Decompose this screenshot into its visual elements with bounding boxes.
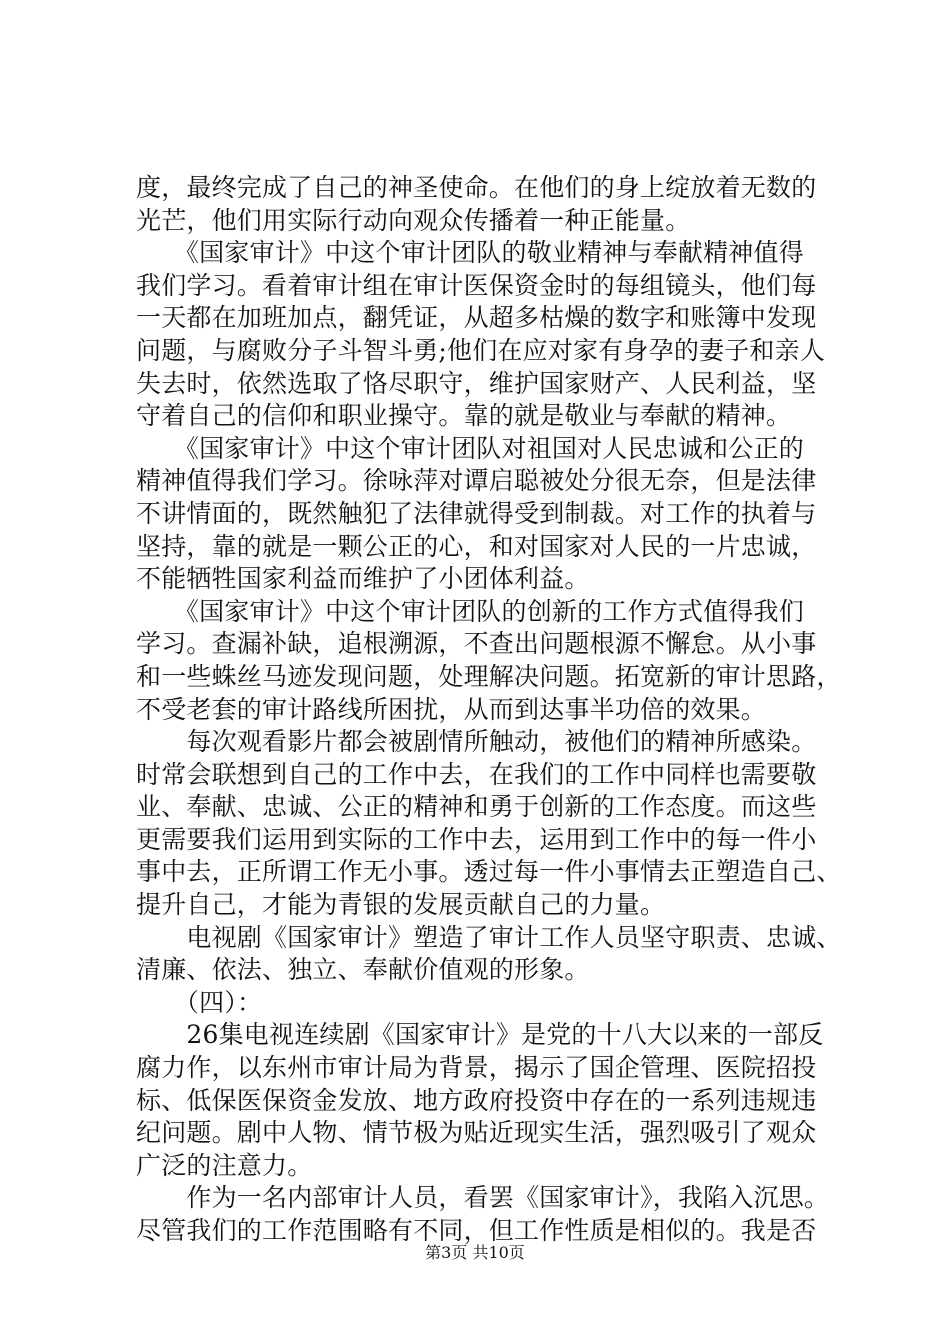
text-line: 时常会联想到自己的工作中去，在我们的工作中同样也需要敬 [136,759,817,789]
page-footer: 第3页 共10页 [425,1243,525,1262]
text-line: 光芒，他们用实际行动向观众传播着一种正能量。 [136,205,691,235]
text-line: 度，最终完成了自己的神圣使命。在他们的身上绽放着无数的 [136,173,817,202]
text-line: 失去时，依然选取了恪尽职守，维护国家财产、人民利益，坚 [136,368,817,398]
text-line: 标、低保医保资金发放、地方政府投资中存在的一系列违规违 [136,1085,817,1115]
text-line: 精神值得我们学习。徐咏萍对谭启聪被处分很无奈，但是法律 [136,466,817,496]
text-line: 《国家审计》中这个审计团队的敬业精神与奉献精神值得 [136,238,804,268]
text-line: 26集电视连续剧《国家审计》是党的十八大以来的一部反 [136,1020,824,1050]
text-line: 清廉、依法、独立、奉献价值观的形象。 [136,955,590,985]
text-line: 学习。查漏补缺，追根溯源，不查出问题根源不懈怠。从小事 [136,629,817,659]
text-line: 业、奉献、忠诚、公正的精神和勇于创新的工作态度。而这些 [136,792,817,822]
text-line: 问题，与腐败分子斗智斗勇;他们在应对家有身孕的妻子和亲人 [136,335,826,365]
text-line: 不讲情面的，既然触犯了法律就得受到制裁。对工作的执着与 [136,498,817,528]
text-line: 我们学习。看着审计组在审计医保资金时的每组镜头，他们每 [136,270,817,300]
text-line: 纪问题。剧中人物、情节极为贴近现实生活，强烈吸引了观众 [136,1118,817,1148]
text-line: 更需要我们运用到实际的工作中去，运用到工作中的每一件小 [136,824,817,854]
text-line: 广泛的注意力。 [136,1150,313,1180]
text-line: 事中去，正所谓工作无小事。透过每一件小事情去正塑造自己、 [136,857,842,887]
text-line: 和一些蛛丝马迹发现问题，处理解决问题。拓宽新的审计思路， [136,661,842,691]
text-line: 不能牺牲国家利益而维护了小团体利益。 [136,564,590,594]
text-line: 坚持，靠的就是一颗公正的心，和对国家对人民的一片忠诚， [136,531,817,561]
text-line: 尽管我们的工作范围略有不同，但工作性质是相似的。我是否 [136,1216,817,1245]
text-line: 不受老套的审计路线所困扰，从而到达事半功倍的效果。 [136,694,767,724]
text-line: 《国家审计》中这个审计团队对祖国对人民忠诚和公正的 [136,433,804,463]
text-line: 守着自己的信仰和职业操守。靠的就是敬业与奉献的精神。 [136,401,792,431]
text-line: 《国家审计》中这个审计团队的创新的工作方式值得我们 [136,596,804,626]
text-line: （四）： [136,987,263,1017]
text-line: 电视剧《国家审计》塑造了审计工作人员坚守职责、忠诚、 [136,922,842,952]
text-line: 每次观看影片都会被剧情所触动，被他们的精神所感染。 [136,727,817,757]
text-line: 作为一名内部审计人员，看罢《国家审计》，我陷入沉思。 [136,1183,830,1213]
text-line: 一天都在加班加点，翻凭证，从超多枯燥的数字和账簿中发现 [136,303,817,333]
document-body [136,172,842,1248]
text-line: 腐力作，以东州市审计局为背景，揭示了国企管理、医院招投 [136,1053,817,1083]
text-line: 提升自己，才能为青银的发展贡献自己的力量。 [136,890,666,920]
